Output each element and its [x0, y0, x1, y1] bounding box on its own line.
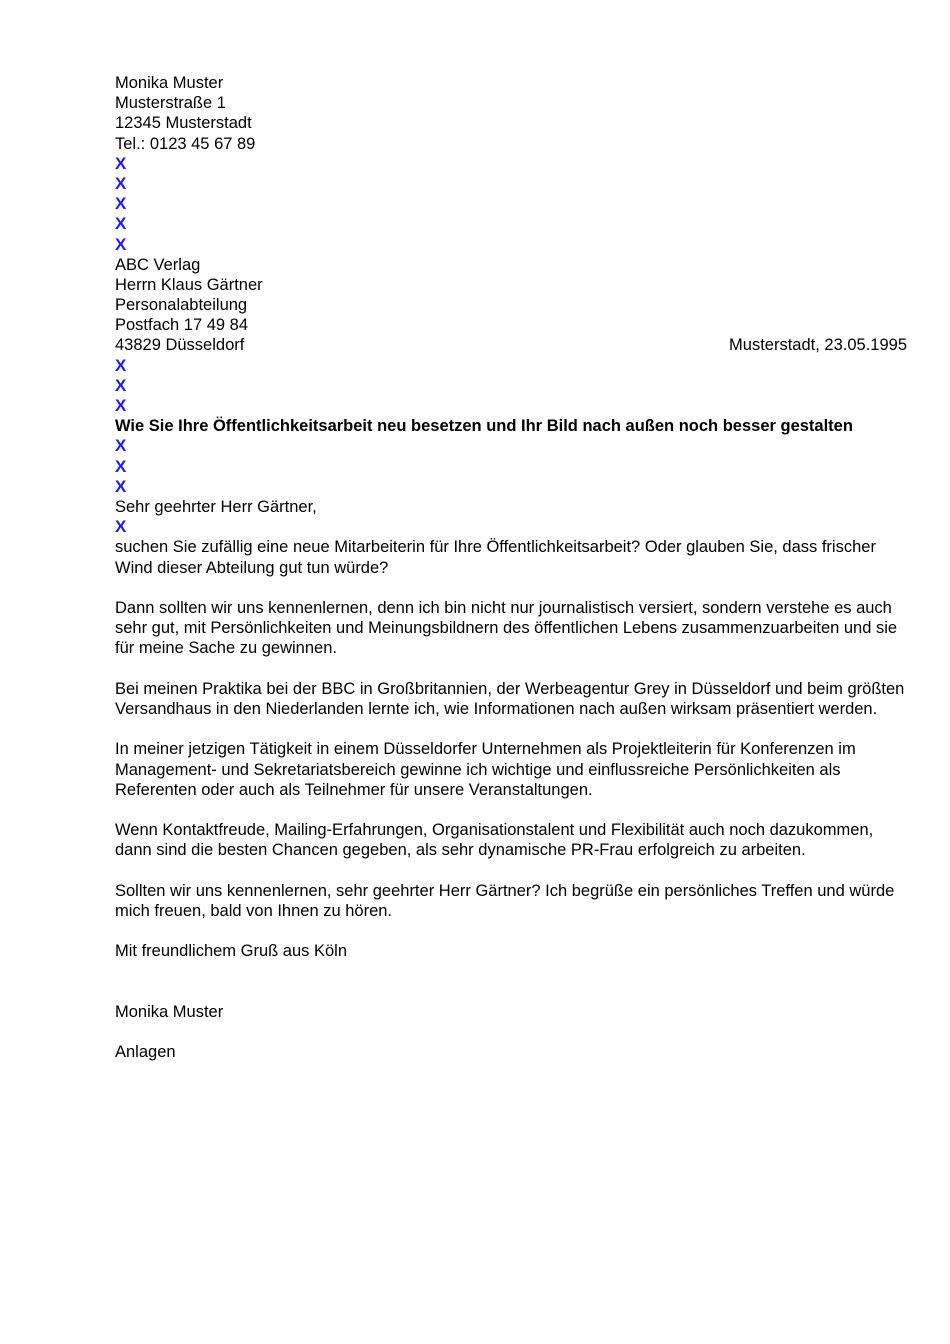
salutation: Sehr geehrter Herr Gärtner, [115, 497, 317, 516]
letter-date: Musterstadt, 23.05.1995 [729, 336, 907, 355]
spacing-marker: X [115, 153, 127, 173]
body-paragraph: Wenn Kontaktfreude, Mailing-Erfahrungen, Organisationstalent und Flexibilität auch noch dazukommen, dann sind die besten Chancen gegeben, als sehr dynamische PR-Frau erfolgreich zu arbeiten. [115, 821, 874, 860]
recipient-company: ABC Verlag [115, 255, 201, 274]
spacing-marker: X [115, 375, 127, 395]
body-paragraph: Dann sollten wir uns kennenlernen, denn ich bin nicht nur journalistisch versiert, sondern verstehe es auch sehr gut, mit Persönlichkeiten und Meinungsbildnern des öffentlichen Lebens zusammenzuarbeiten und sie für meine Sache zu gewinnen. [115, 598, 898, 658]
spacing-marker: X [115, 517, 127, 537]
spacing-marker: X [115, 355, 127, 375]
body-paragraph: suchen Sie zufällig eine neue Mitarbeiterin für Ihre Öffentlichkeitsarbeit? Oder glauben Sie, dass frischer Wind dieser Abteilung gut tun würde? [115, 538, 876, 577]
sender-street: Musterstraße 1 [115, 94, 226, 113]
spacing-marker: X [115, 173, 127, 193]
letter-subject: Wie Sie Ihre Öffentlichkeitsarbeit neu besetzen und Ihr Bild nach außen noch besser gestalten [115, 417, 853, 436]
paragraph-gap [115, 578, 915, 598]
paragraph-gap [115, 921, 915, 941]
paragraph-gap [115, 719, 915, 739]
sender-city: 12345 Musterstadt [115, 114, 252, 133]
paragraph-gap [115, 659, 915, 679]
closing-phrase: Mit freundlichem Gruß aus Köln [115, 942, 348, 961]
sender-name: Monika Muster [115, 74, 224, 92]
spacing-marker: X [115, 194, 127, 214]
attachments-label: Anlagen [115, 1043, 176, 1062]
recipient-department: Personalabteilung [115, 296, 248, 315]
paragraph-gap [115, 861, 915, 881]
signature-name: Monika Muster [115, 1002, 224, 1021]
recipient-city-date-row [115, 335, 907, 355]
body-paragraph: In meiner jetzigen Tätigkeit in einem Düsseldorfer Unternehmen als Projektleiterin für Konferenzen im Management- und Sekretariatsbereich gewinne ich wichtige und einflussreiche Persönlichkeiten als Referenten oder auch als Teilnehmer für unsere Veranstaltungen. [115, 740, 856, 799]
signature-gap [115, 961, 915, 1001]
body-paragraph: Sollten wir uns kennenlernen, sehr geehrter Herr Gärtner? Ich begrüße ein persönliches Treffen und würde mich freuen, bald von Ihnen zu hören. [115, 881, 895, 920]
spacing-marker: X [115, 396, 127, 415]
paragraph-gap [115, 800, 915, 820]
letter-page [115, 73, 915, 1062]
recipient-person: Herrn Klaus Gärtner [115, 275, 263, 294]
paragraph-gap [115, 1022, 915, 1042]
spacing-marker: X [115, 214, 127, 234]
recipient-city: 43829 Düsseldorf [115, 336, 245, 355]
spacing-marker: X [115, 234, 127, 254]
spacing-marker: X [115, 436, 127, 456]
sender-phone: Tel.: 0123 45 67 89 [115, 134, 256, 153]
recipient-block [115, 255, 915, 356]
spacing-marker: X [115, 456, 127, 476]
sender-block [115, 73, 915, 154]
spacing-marker: X [115, 476, 127, 496]
body-paragraph: Bei meinen Praktika bei der BBC in Großbritannien, der Werbeagentur Grey in Düsseldorf und beim größten Versandhaus in den Niederlanden lernte ich, wie Informationen nach außen wirksam präsentiert werden. [115, 679, 905, 718]
recipient-postbox: Postfach 17 49 84 [115, 316, 249, 335]
